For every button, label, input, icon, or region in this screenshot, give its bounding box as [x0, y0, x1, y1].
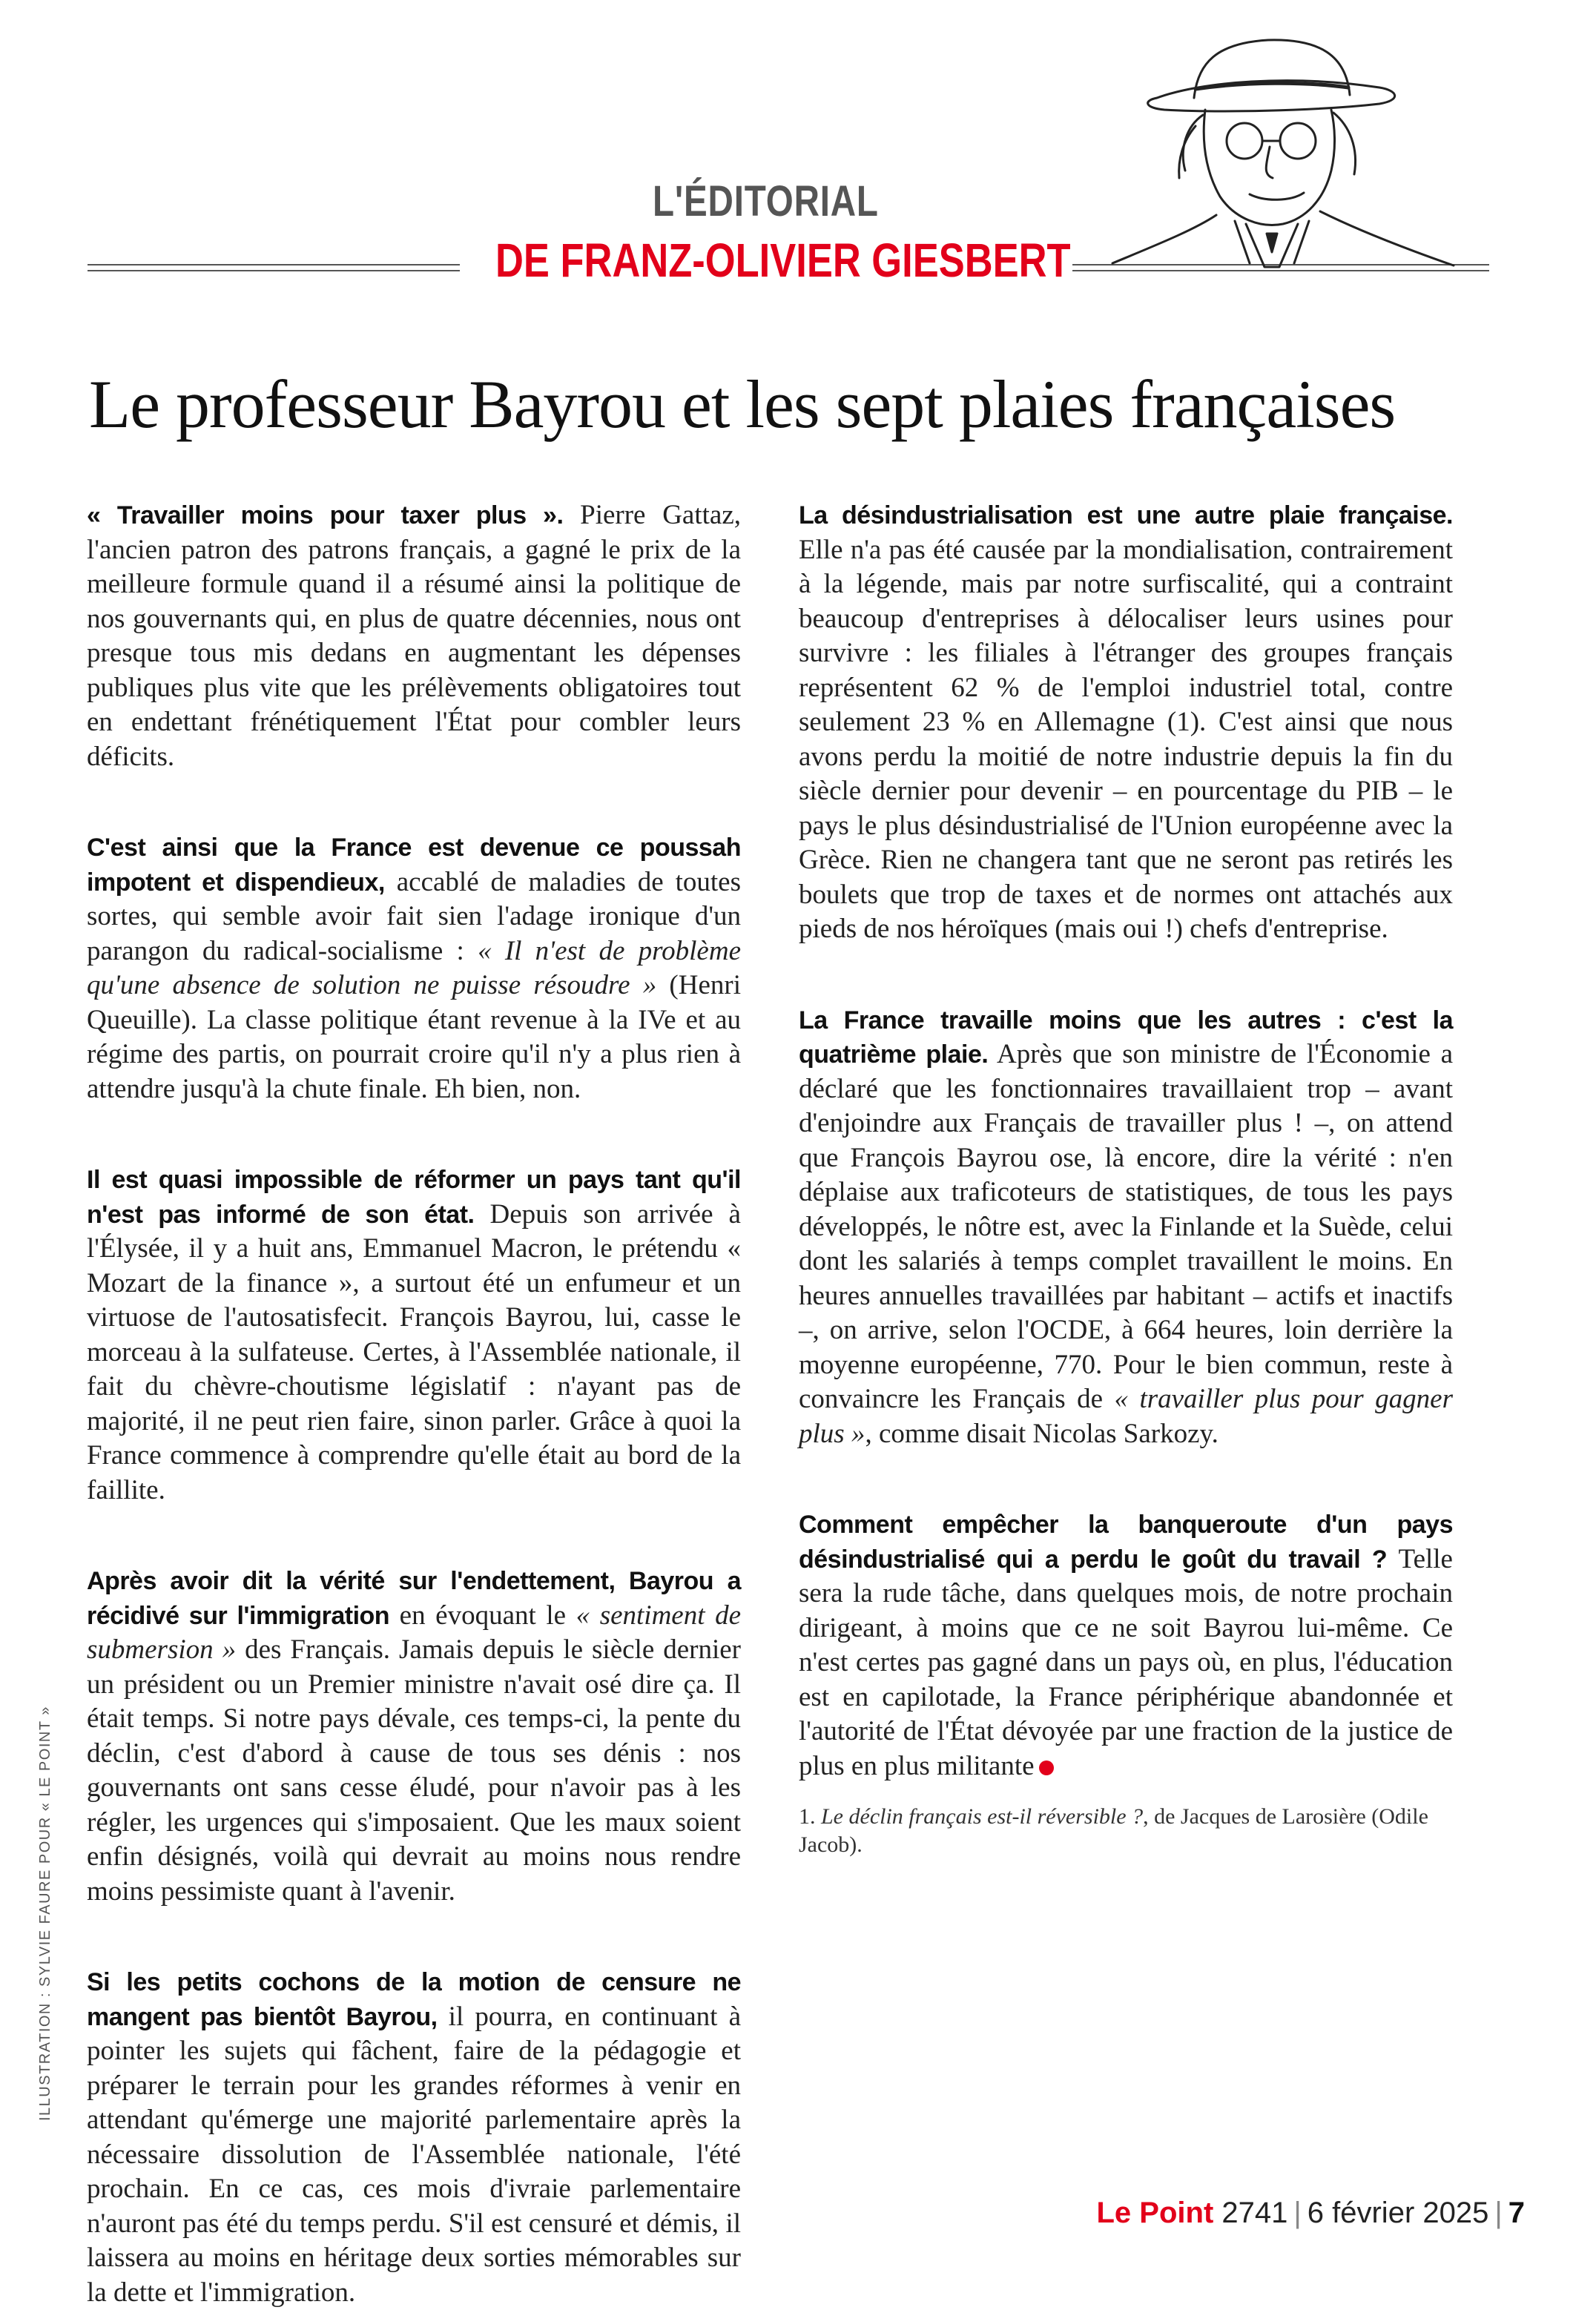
- end-mark-icon: [1039, 1760, 1054, 1775]
- paragraph-lead: Comment empêcher la banqueroute d'un pays désindustrialisé qui a perdu le goût du travail ?: [799, 1511, 1453, 1574]
- paragraph-text: Telle sera la rude tâche, dans quelques mois, de notre prochain dirigeant, à moins que ce ne soit Bayrou lui-même. Ce n'est certes pas gagné dans un pays où, en plus, l'éducation est en capilotade, la France périphérique abandonnée et l'autorité de l'État dévoyée par une fraction de la justice de plus en plus militante: [799, 1543, 1453, 1781]
- header-rule-left-2: [88, 270, 460, 271]
- footnote-text: , de Jacques de Larosière (Odile Jacob).: [799, 1804, 1428, 1857]
- column-left: [87, 498, 741, 2310]
- paragraph-4: [87, 1564, 741, 1909]
- footnote-number: 1.: [799, 1804, 816, 1829]
- page-number: 7: [1508, 2197, 1525, 2229]
- paragraph-lead: La désindustrialisation est une autre plaie française.: [799, 501, 1453, 529]
- paragraph-lead: Si les petits cochons de la motion de censure ne mangent pas bientôt Bayrou,: [87, 1968, 741, 2031]
- quote: « Il n'est de problème qu'une absence de solution ne puisse résoudre »: [87, 935, 741, 1000]
- paragraph-5: [87, 1965, 741, 2310]
- issue-date: 6 février 2025: [1307, 2197, 1489, 2229]
- rubric-title: L'ÉDITORIAL: [653, 177, 879, 225]
- paragraph-text: accablé de maladies de toutes sortes, qui semble avoir fait sien l'adage ironique d'un parangon du radical-socialisme :: [87, 866, 741, 966]
- paragraph-lead: C'est ainsi que la France est devenue ce poussah impotent et dispendieux,: [87, 834, 741, 897]
- paragraph-text: Depuis son arrivée à l'Élysée, il y a huit ans, Emmanuel Macron, le prétendu « Mozart de la finance », a surtout été un enfumeur et un virtuose de l'autosatisfecit. François Bayrou, lui, casse le morceau à la sulfateuse. Certes, à l'Assemblée nationale, il fait du chèvre-choutisme législatif : n'ayant pas de majorité, il ne peut rien faire, sinon parler. Grâce à quoi la France commence à comprendre qu'elle était au bord de la faillite.: [87, 1198, 741, 1505]
- paragraph-text: Pierre Gattaz, l'ancien patron des patrons français, a gagné le prix de la meilleure formule quand il a résumé ainsi la politique de nos gouvernants qui, en plus de quatre décennies, nous ont presque tous mis dedans en augmentant les dépenses publiques plus vite que les prélèvements obligatoires tout en endettant frénétiquement l'État pour combler leurs déficits.: [87, 500, 741, 772]
- paragraph-text: Elle n'a pas été causée par la mondialisation, contrairement à la légende, mais par notre surfiscalité, qui a contraint beaucoup d'entreprises à délocaliser leurs usines pour survivre : les filiales à l'étranger des groupes français représentent 62 % de l'emploi industriel total, contre seulement 23 % en Allemagne (1). C'est ainsi que nous avons perdu la moitié de notre industrie depuis la fin du siècle dernier pour devenir – en pourcentage du PIB – le pays le plus désindustrialisé de l'Union européenne avec la Grèce. Rien ne changera tant que ne seront pas retirés les boulets que trop de taxes et de normes ont attachés aux pieds de nos héroïques (mais oui !) chefs d'entreprise.: [799, 534, 1453, 944]
- paragraph-lead: Après avoir dit la vérité sur l'endettement, Bayrou a récidivé sur l'immigration: [87, 1567, 741, 1630]
- paragraph-2: [87, 831, 741, 1106]
- paragraph-text: (Henri Queuille). La classe politique étant revenue à la IVe et au régime des partis, on pourrait croire qu'il n'y a plus rien à attendre jusqu'à la chute finale. Eh bien, non.: [87, 970, 741, 1104]
- paragraph-text: Après que son ministre de l'Économie a déclaré que les fonctionnaires travaillaient trop – avant d'enjoindre aux Français de travailler plus ! –, on attend que François Bayrou ose, là encore, dire la vérité : n'en déplaise aux traficoteurs de statistiques, de tous les pays développés, le nôtre est, avec la Finlande et la Suède, celui dont les salariés à temps complet travaillent le moins. En heures annuelles travaillées par habitant – actifs et inactifs –, on arrive, selon l'OCDE, à 664 heures, loin derrière la moyenne européenne, 770. Pour le bien commun, reste à convaincre les Français de: [799, 1039, 1453, 1414]
- author-caricature-icon: [1068, 30, 1483, 274]
- footer-separator: |: [1494, 2197, 1503, 2229]
- paragraph-1: [87, 498, 741, 774]
- footnote-title: Le déclin français est-il réversible ?: [821, 1804, 1144, 1829]
- magazine-brand: Le Point: [1096, 2197, 1214, 2229]
- paragraph-lead: La France travaille moins que les autres : c'est la quatrième plaie.: [799, 1006, 1453, 1069]
- paragraph-lead: « Travailler moins pour taxer plus ».: [87, 501, 564, 529]
- quote: « travailler plus pour gagner plus »: [799, 1384, 1453, 1449]
- paragraph-8: [799, 1508, 1453, 1783]
- paragraph-text: en évoquant le: [389, 1600, 576, 1631]
- illustration-credit: ILLUSTRATION : SYLVIE FAURE POUR « LE POINT »: [37, 1706, 53, 2121]
- column-right: [799, 498, 1453, 1915]
- footnote: [799, 1803, 1453, 1859]
- paragraph-text: des Français. Jamais depuis le siècle dernier un président ou un Premier ministre n'avait osé dire ça. Il était temps. Si notre pays dévale, ces temps-ci, la pente du déclin, c'est d'abord à cause de tous ses dénis : nos gouvernants ont sans cesse éludé, pour n'avoir pas à les régler, les urgences qui s'imposaient. Que les maux soient enfin désignés, voilà qui devrait au moins nous rendre moins pessimiste quant à l'avenir.: [87, 1634, 741, 1907]
- paragraph-text: il pourra, en continuant à pointer les sujets qui fâchent, faire de la pédagogie et préparer le terrain pour les grandes réformes à venir en attendant qu'émerge une majorité parlementaire après la nécessaire dissolution de l'Assemblée nationale, l'été prochain. En ce cas, ces mois d'ivraie parlementaire n'auront pas été du temps perdu. S'il est censuré et démis, il laissera au moins en héritage deux sorties mémorables sur la dette et l'immigration.: [87, 2001, 741, 2308]
- paragraph-text: , comme disait Nicolas Sarkozy.: [865, 1418, 1219, 1449]
- page-footer: [1096, 2197, 1525, 2230]
- paragraph-lead: Il est quasi impossible de réformer un pays tant qu'il n'est pas informé de son état.: [87, 1166, 741, 1229]
- author-name: DE FRANZ-OLIVIER GIESBERT: [495, 234, 1071, 287]
- paragraph-6: [799, 498, 1453, 947]
- paragraph-3: [87, 1163, 741, 1508]
- footer-separator: |: [1293, 2197, 1302, 2229]
- headline: Le professeur Bayrou et les sept plaies françaises: [89, 366, 1396, 442]
- quote: « sentiment de submersion »: [87, 1600, 741, 1665]
- issue-number: 2741: [1221, 2197, 1288, 2229]
- header-rule-left: [88, 264, 460, 265]
- paragraph-7: [799, 1003, 1453, 1452]
